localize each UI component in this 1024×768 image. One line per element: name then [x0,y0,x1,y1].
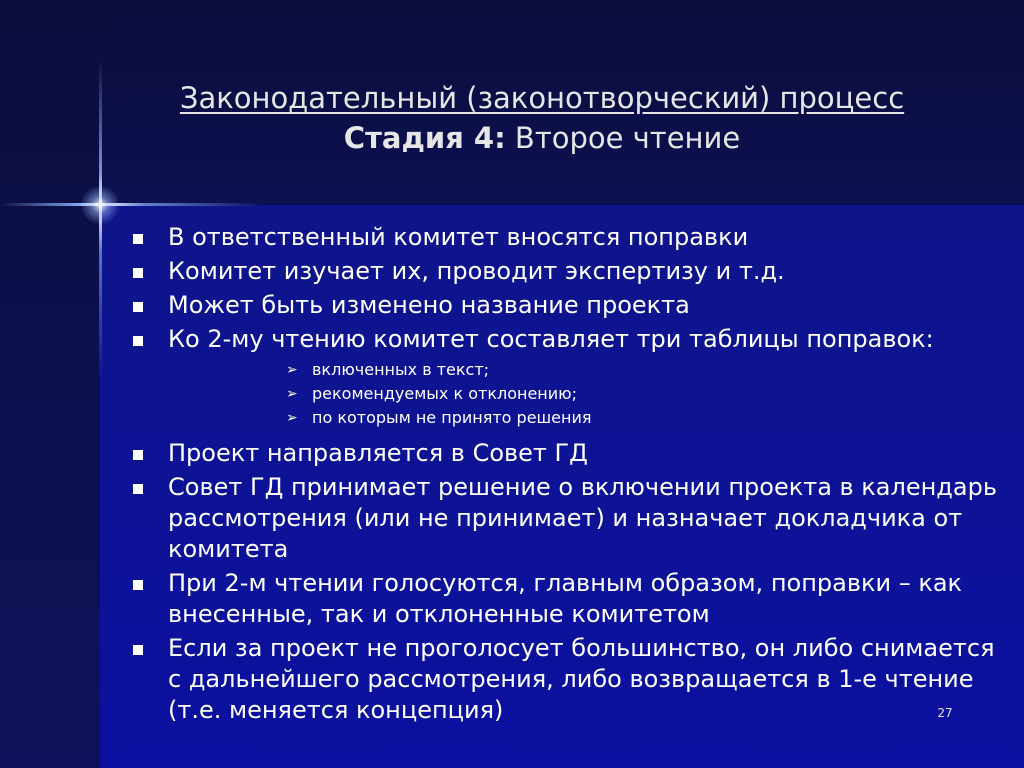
list-item-text: Ко 2-му чтению комитет составляет три таблицы поправок: [168,325,934,353]
square-bullet-icon [133,234,143,244]
bullet-list [130,222,1010,729]
sub-list-item-text: включенных в текст; [312,360,490,379]
square-bullet-icon [133,268,143,278]
arrow-bullet-icon: ➢ [286,362,298,378]
star-flare-horizontal [0,203,260,206]
title-main: Законодательный (законотворческий) процесс [179,81,905,115]
square-bullet-icon [133,645,143,655]
list-item-text: Комитет изучает их, проводит экспертизу и т.д. [168,257,785,285]
square-bullet-icon [133,580,143,590]
arrow-bullet-icon: ➢ [286,386,298,402]
sub-list-item [286,382,1010,406]
page-number: 27 [937,706,953,720]
sub-list [130,358,1010,430]
list-item [130,472,1010,565]
list-item-text: Может быть изменено название проекта [168,291,690,319]
list-item [130,568,1010,630]
arrow-bullet-icon: ➢ [286,410,298,426]
slide-title [110,78,974,158]
stage-name: Второе чтение [514,121,741,155]
title-stage [110,118,974,158]
list-item [130,290,1010,321]
list-item [130,633,1010,726]
list-item [130,438,1010,469]
square-bullet-icon [133,484,143,494]
list-item [130,324,1010,355]
square-bullet-icon [133,450,143,460]
list-item [130,256,1010,287]
square-bullet-icon [133,336,143,346]
sub-list-item-text: по которым не принято решения [312,408,592,427]
star-glow-icon [80,185,120,225]
list-item-text: Если за проект не проголосует большинство, он либо снимается с дальнейшего рассмотрения, либо возвращается в 1-е чтение (т.е. меняется концепция) [168,634,995,724]
stage-label: Стадия 4: [343,121,506,155]
list-item-text: В ответственный комитет вносятся поправки [168,223,749,251]
sub-list-item [286,358,1010,382]
list-item [130,222,1010,253]
sub-list-item-text: рекомендуемых к отклонению; [312,384,578,403]
list-item-text: При 2-м чтении голосуются, главным образом, поправки – как внесенные, так и отклоненные комитетом [168,569,963,628]
left-band [0,0,100,768]
list-item-text: Совет ГД принимает решение о включении проекта в календарь рассмотрения (или не принимает) и назначает докладчика от комитета [168,473,997,563]
square-bullet-icon [133,302,143,312]
list-item-text: Проект направляется в Совет ГД [168,439,588,467]
sub-list-item [286,406,1010,430]
